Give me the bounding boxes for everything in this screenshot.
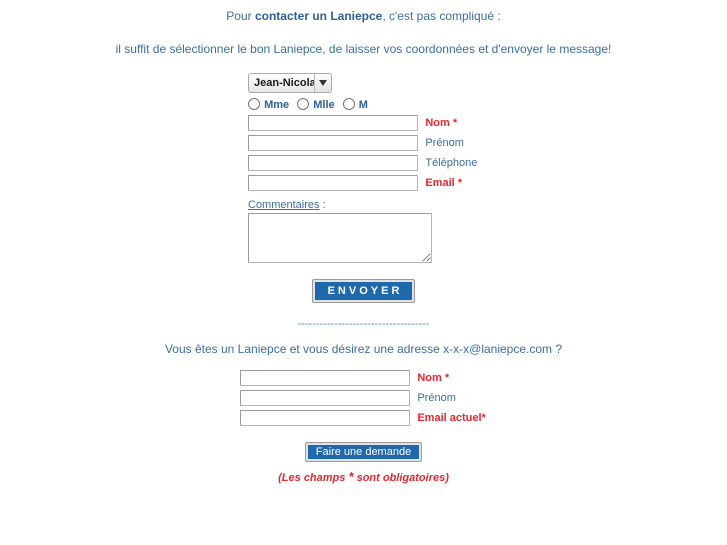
email-actuel-input[interactable] (240, 410, 410, 426)
intro-line-2: il suffit de sélectionner le bon Laniepce, de laisser vos coordonnées et d'envoyer le message! (115, 42, 612, 56)
required-fields-note (0, 469, 727, 484)
recipient-select-wrap (248, 73, 332, 93)
field-row-email (248, 175, 727, 193)
request-submit-row (0, 442, 727, 462)
intro-line-1 (0, 8, 727, 24)
civility-radio-group (248, 98, 727, 113)
footnote-star: * (348, 469, 354, 484)
comments-label-colon: : (319, 199, 326, 211)
telephone-label: Téléphone (425, 157, 478, 169)
field-row-email-actuel (240, 410, 727, 428)
civility-label-m: M (358, 99, 368, 111)
contact-form (0, 73, 727, 263)
faire-une-demande-button[interactable]: Faire une demande (305, 442, 422, 462)
nom-label: Nom * (425, 117, 458, 129)
civility-option-mlle[interactable] (297, 98, 334, 111)
intro-line-1-suffix: , c'est pas compliqué : (382, 9, 501, 23)
intro-line-1-strong: contacter un Laniepce (254, 9, 383, 23)
field-row-prenom (248, 135, 727, 153)
comments-label-text: Commentaires (248, 199, 320, 211)
civility-label-mlle: Mlle (313, 99, 335, 111)
submit-row (0, 279, 727, 303)
recipient-select[interactable] (248, 73, 332, 93)
request-section-intro: Vous êtes un Laniepce et vous désirez une adresse x-x-x@laniepce.com ? (164, 342, 563, 356)
comments-label (248, 199, 727, 211)
recipient-select-row (248, 73, 727, 93)
request-form (0, 370, 727, 428)
field-row-nom-2 (240, 370, 727, 388)
intro-line-1-prefix: Pour (226, 9, 255, 23)
nom-input[interactable] (248, 115, 418, 131)
section-separator: ------------------------------------ (297, 318, 430, 330)
email-input[interactable] (248, 175, 418, 191)
civility-option-mme[interactable] (248, 98, 289, 111)
email-actuel-label: Email actuel* (417, 412, 486, 424)
prenom2-input[interactable] (240, 390, 410, 406)
field-row-prenom-2 (240, 390, 727, 408)
civility-radio-mlle[interactable] (297, 98, 309, 110)
civility-radio-m[interactable] (343, 98, 355, 110)
footnote-prefix: (Les champs (278, 472, 349, 484)
field-row-telephone (248, 155, 727, 173)
civility-option-m[interactable] (343, 98, 368, 111)
comments-textarea[interactable] (248, 213, 432, 263)
field-row-nom (248, 115, 727, 133)
nom2-input[interactable] (240, 370, 410, 386)
prenom-label: Prénom (425, 137, 464, 149)
prenom-input[interactable] (248, 135, 418, 151)
nom2-label: Nom * (417, 372, 450, 384)
telephone-input[interactable] (248, 155, 418, 171)
civility-radio-mme[interactable] (248, 98, 260, 110)
email-label: Email * (425, 177, 463, 189)
envoyer-button[interactable]: ENVOYER (312, 279, 416, 303)
footnote-suffix: sont obligatoires) (353, 472, 449, 484)
prenom2-label: Prénom (417, 392, 456, 404)
civility-label-mme: Mme (264, 99, 290, 111)
